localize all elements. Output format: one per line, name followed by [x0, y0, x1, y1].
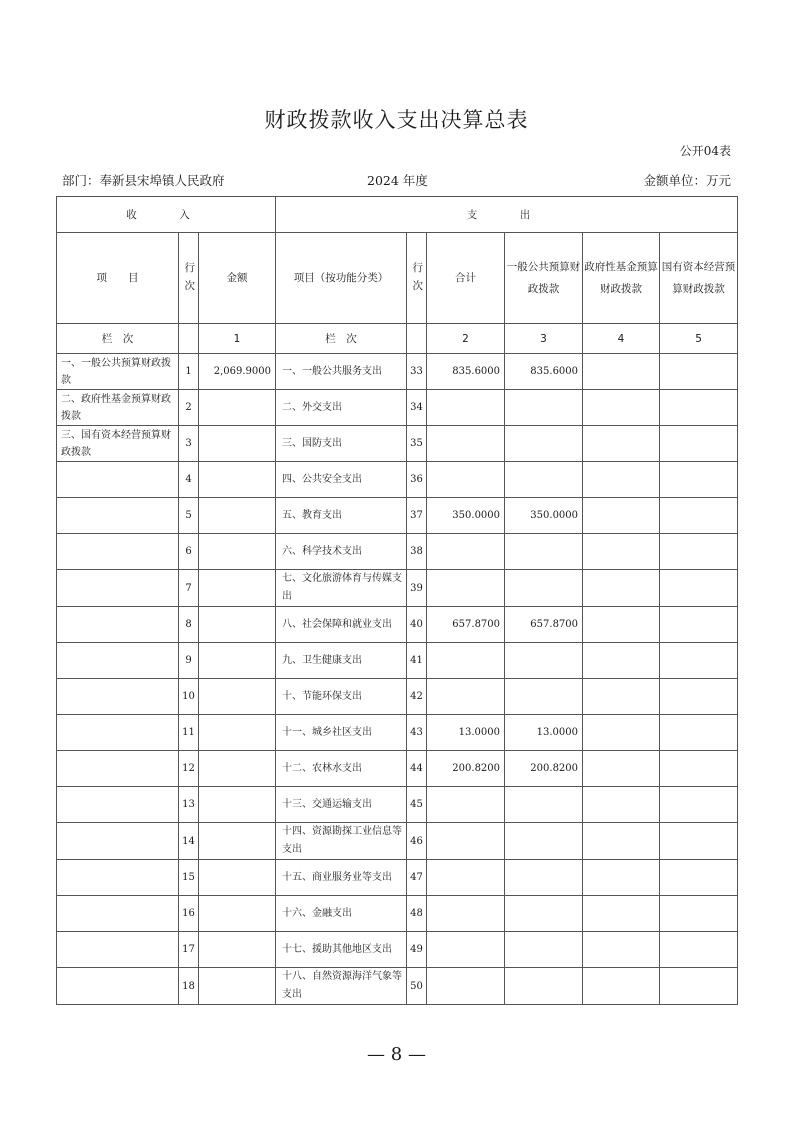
expense-line-number: 43 [407, 715, 427, 751]
table-row [57, 860, 738, 896]
total-amount [427, 390, 505, 426]
expense-item: 十七、援助其他地区支出 [276, 932, 407, 968]
expense-line-number: 41 [407, 643, 427, 679]
income-item [57, 715, 179, 751]
fund-budget-amount [583, 787, 660, 823]
income-item [57, 570, 179, 607]
expense-item: 八、社会保障和就业支出 [276, 607, 407, 643]
line-number: 2 [179, 390, 199, 426]
expense-line-number: 36 [407, 462, 427, 498]
general-budget-amount: 350.0000 [505, 498, 583, 534]
general-budget-amount [505, 860, 583, 896]
year-label: 2024 年度 [367, 173, 428, 188]
expense-line-number: 46 [407, 823, 427, 860]
exp-col-label: 栏 次 [276, 324, 407, 354]
income-amount [199, 679, 276, 715]
table-row [57, 715, 738, 751]
expense-line-number: 34 [407, 390, 427, 426]
income-amount [199, 860, 276, 896]
item-header: 项 目 [57, 233, 179, 324]
total-amount [427, 643, 505, 679]
line-number: 17 [179, 932, 199, 968]
col-3: 3 [505, 324, 583, 354]
state-capital-amount [660, 679, 738, 715]
general-budget-amount [505, 534, 583, 570]
income-item [57, 534, 179, 570]
total-amount: 200.8200 [427, 751, 505, 787]
total-amount [427, 534, 505, 570]
line-number: 3 [179, 426, 199, 462]
col-4: 4 [583, 324, 660, 354]
income-item [57, 679, 179, 715]
income-item [57, 968, 179, 1005]
table-row [57, 823, 738, 860]
fund-budget-amount [583, 715, 660, 751]
income-amount [199, 390, 276, 426]
fund-budget-amount [583, 498, 660, 534]
expense-item: 十三、交通运输支出 [276, 787, 407, 823]
total-amount [427, 896, 505, 932]
total-amount [427, 968, 505, 1005]
table-row [57, 679, 738, 715]
income-amount [199, 426, 276, 462]
general-budget-amount [505, 968, 583, 1005]
income-amount [199, 498, 276, 534]
total-amount [427, 787, 505, 823]
table-row [57, 607, 738, 643]
fund-budget-amount [583, 860, 660, 896]
col-1: 1 [199, 324, 276, 354]
total-amount [427, 570, 505, 607]
col-label: 栏 次 [57, 324, 179, 354]
state-capital-amount [660, 354, 738, 390]
expense-line-number: 45 [407, 787, 427, 823]
table-row [57, 426, 738, 462]
line-number: 11 [179, 715, 199, 751]
line-number: 10 [179, 679, 199, 715]
income-amount [199, 787, 276, 823]
state-capital-amount [660, 896, 738, 932]
fund-budget-header: 政府性基金预算财政拨款 [583, 233, 660, 324]
line-number: 14 [179, 823, 199, 860]
income-header: 收 入 [57, 197, 276, 233]
unit-label: 金额单位：万元 [643, 173, 731, 188]
fund-budget-amount [583, 390, 660, 426]
general-budget-amount: 657.8700 [505, 607, 583, 643]
state-capital-amount [660, 390, 738, 426]
state-capital-amount [660, 787, 738, 823]
expense-item: 二、外交支出 [276, 390, 407, 426]
expense-item: 十六、金融支出 [276, 896, 407, 932]
expense-line-number: 42 [407, 679, 427, 715]
state-capital-amount [660, 860, 738, 896]
expense-line-number: 50 [407, 968, 427, 1005]
expense-item: 三、国防支出 [276, 426, 407, 462]
total-amount: 835.6000 [427, 354, 505, 390]
income-item: 二、政府性基金预算财政拨款 [57, 390, 179, 426]
expense-line-number: 44 [407, 751, 427, 787]
expense-line-number: 48 [407, 896, 427, 932]
line-number: 4 [179, 462, 199, 498]
table-row [57, 534, 738, 570]
line-number: 5 [179, 498, 199, 534]
table-row [57, 787, 738, 823]
income-item [57, 607, 179, 643]
state-capital-amount [660, 570, 738, 607]
expense-item: 十四、资源勘探工业信息等支出 [276, 823, 407, 860]
line-number: 13 [179, 787, 199, 823]
expense-item: 五、教育支出 [276, 498, 407, 534]
expense-item: 四、公共安全支出 [276, 462, 407, 498]
fund-budget-amount [583, 896, 660, 932]
expense-line-number: 39 [407, 570, 427, 607]
general-budget-amount [505, 896, 583, 932]
state-capital-amount [660, 498, 738, 534]
col-5: 5 [660, 324, 738, 354]
fund-budget-amount [583, 607, 660, 643]
expense-item: 七、文化旅游体育与传媒支出 [276, 570, 407, 607]
table-row [57, 751, 738, 787]
state-capital-amount [660, 462, 738, 498]
income-item [57, 643, 179, 679]
expense-line-number: 35 [407, 426, 427, 462]
fund-budget-amount [583, 426, 660, 462]
total-header: 合计 [427, 233, 505, 324]
total-amount: 350.0000 [427, 498, 505, 534]
table-row [57, 643, 738, 679]
expense-item: 九、卫生健康支出 [276, 643, 407, 679]
exp-line-no-header: 行次 [407, 233, 427, 324]
income-amount: 2,069.9000 [199, 354, 276, 390]
expense-item: 十五、商业服务业等支出 [276, 860, 407, 896]
fund-budget-amount [583, 570, 660, 607]
expense-item: 六、科学技术支出 [276, 534, 407, 570]
table-row [57, 462, 738, 498]
expense-line-number: 47 [407, 860, 427, 896]
line-number: 6 [179, 534, 199, 570]
line-number: 12 [179, 751, 199, 787]
general-budget-amount: 835.6000 [505, 354, 583, 390]
income-amount [199, 968, 276, 1005]
expense-item: 十二、农林水支出 [276, 751, 407, 787]
exp-item-header: 项目（按功能分类） [276, 233, 407, 324]
state-capital-amount [660, 932, 738, 968]
income-amount [199, 896, 276, 932]
state-capital-header: 国有资本经营预算财政拨款 [660, 233, 738, 324]
income-amount [199, 715, 276, 751]
total-amount [427, 462, 505, 498]
table-row [57, 896, 738, 932]
fund-budget-amount [583, 751, 660, 787]
total-amount [427, 679, 505, 715]
total-amount [427, 932, 505, 968]
income-item: 三、国有资本经营预算财政拨款 [57, 426, 179, 462]
fund-budget-amount [583, 932, 660, 968]
fund-budget-amount [583, 968, 660, 1005]
income-amount [199, 534, 276, 570]
income-item [57, 860, 179, 896]
table-row [57, 968, 738, 1005]
general-budget-amount: 200.8200 [505, 751, 583, 787]
table-row [57, 570, 738, 607]
fund-budget-amount [583, 679, 660, 715]
total-amount [427, 823, 505, 860]
fund-budget-amount [583, 354, 660, 390]
expense-line-number: 37 [407, 498, 427, 534]
line-no-header: 行次 [179, 233, 199, 324]
state-capital-amount [660, 426, 738, 462]
income-item [57, 462, 179, 498]
state-capital-amount [660, 823, 738, 860]
expense-line-number: 38 [407, 534, 427, 570]
general-budget-amount [505, 823, 583, 860]
income-amount [199, 570, 276, 607]
income-item [57, 787, 179, 823]
fund-budget-amount [583, 823, 660, 860]
income-amount [199, 823, 276, 860]
table-row [57, 932, 738, 968]
general-budget-header: 一般公共预算财政拨款 [505, 233, 583, 324]
total-amount [427, 860, 505, 896]
fund-budget-amount [583, 534, 660, 570]
department-label: 部门：奉新县宋埠镇人民政府 [62, 173, 225, 188]
expense-line-number: 33 [407, 354, 427, 390]
state-capital-amount [660, 643, 738, 679]
line-number: 16 [179, 896, 199, 932]
table-row [57, 498, 738, 534]
state-capital-amount [660, 968, 738, 1005]
expense-line-number: 40 [407, 607, 427, 643]
expense-item: 十一、城乡社区支出 [276, 715, 407, 751]
state-capital-amount [660, 534, 738, 570]
general-budget-amount [505, 679, 583, 715]
expense-item: 十、节能环保支出 [276, 679, 407, 715]
general-budget-amount [505, 643, 583, 679]
income-amount [199, 751, 276, 787]
income-item: 一、一般公共预算财政拨款 [57, 354, 179, 390]
state-capital-amount [660, 607, 738, 643]
fund-budget-amount [583, 462, 660, 498]
expense-item: 十八、自然资源海洋气象等支出 [276, 968, 407, 1005]
general-budget-amount [505, 390, 583, 426]
general-budget-amount [505, 462, 583, 498]
line-number: 15 [179, 860, 199, 896]
total-amount: 13.0000 [427, 715, 505, 751]
general-budget-amount [505, 426, 583, 462]
col-2: 2 [427, 324, 505, 354]
income-item [57, 823, 179, 860]
line-number: 9 [179, 643, 199, 679]
income-amount [199, 643, 276, 679]
income-amount [199, 462, 276, 498]
general-budget-amount [505, 932, 583, 968]
general-budget-amount: 13.0000 [505, 715, 583, 751]
general-budget-amount [505, 570, 583, 607]
total-amount [427, 426, 505, 462]
total-amount: 657.8700 [427, 607, 505, 643]
table-row [57, 390, 738, 426]
budget-table [56, 196, 738, 1005]
expense-header: 支 出 [276, 197, 738, 233]
page-number: — 8 — [367, 1044, 426, 1065]
income-amount [199, 607, 276, 643]
state-capital-amount [660, 715, 738, 751]
fund-budget-amount [583, 643, 660, 679]
income-item [57, 896, 179, 932]
income-item [57, 498, 179, 534]
expense-item: 一、一般公共服务支出 [276, 354, 407, 390]
expense-line-number: 49 [407, 932, 427, 968]
amount-header: 金额 [199, 233, 276, 324]
general-budget-amount [505, 787, 583, 823]
income-item [57, 751, 179, 787]
income-amount [199, 932, 276, 968]
line-number: 8 [179, 607, 199, 643]
page-title: 财政拨款收入支出决算总表 [264, 108, 529, 132]
line-number: 7 [179, 570, 199, 607]
line-number: 18 [179, 968, 199, 1005]
state-capital-amount [660, 751, 738, 787]
income-item [57, 932, 179, 968]
table-row [57, 354, 738, 390]
line-number: 1 [179, 354, 199, 390]
table-number: 公开04表 [679, 144, 731, 158]
